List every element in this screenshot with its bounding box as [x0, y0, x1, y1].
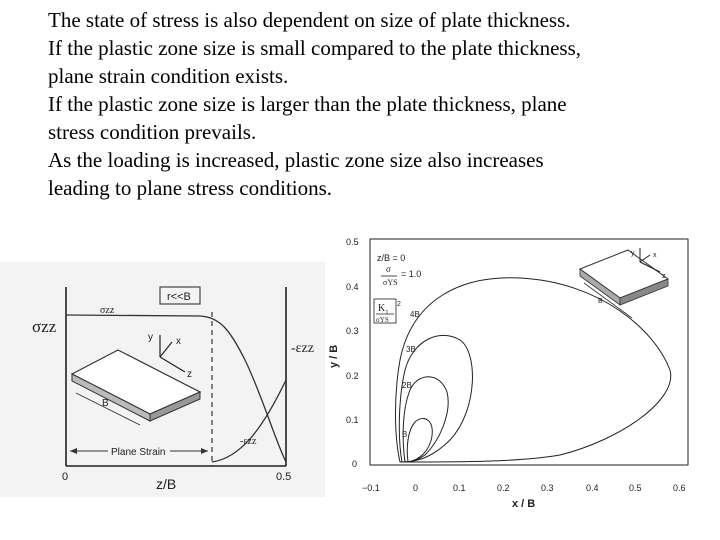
text-line-7: leading to plane stress conditions. — [48, 176, 333, 200]
contour-label: 3B — [406, 345, 416, 354]
legend-yield-stress: σYS — [383, 278, 398, 287]
plate-z-label: z — [187, 369, 192, 380]
contour-label: 2B — [402, 381, 412, 390]
x-tick: 0.5 — [629, 483, 642, 493]
inset-x-label: x — [653, 252, 657, 259]
inset-x-axis — [640, 255, 650, 262]
stress-axis-label: σzz — [32, 317, 57, 336]
legend-z-position: z/B = 0 — [377, 253, 406, 263]
contour-4b — [395, 278, 670, 462]
legend-ratio-value: = 1.0 — [401, 269, 422, 279]
x-tick: 0.4 — [586, 483, 599, 493]
y-tick: 0.4 — [346, 282, 359, 292]
x-axis-label: x / B — [512, 498, 536, 510]
y-axis-ticks — [346, 237, 359, 469]
x-tick: 0.3 — [541, 483, 554, 493]
inset-thickness-label: B — [598, 298, 603, 305]
strain-axis-label: -εzz — [291, 341, 314, 356]
contour-label: B — [402, 430, 408, 439]
y-tick: 0.1 — [346, 415, 359, 425]
legend-k-subscript: I — [386, 310, 388, 316]
plate-y-label: y — [148, 332, 153, 343]
x-axis-label: z/B — [156, 476, 177, 492]
contour-3b — [399, 335, 472, 462]
x-tick: −0.1 — [362, 483, 380, 493]
text-line-3: plane strain condition exists. — [48, 64, 289, 88]
legend-sigma: σ — [386, 264, 391, 274]
y-tick: 0.3 — [346, 326, 359, 336]
x-tick: 0.1 — [453, 483, 466, 493]
inset-y-label: y — [631, 250, 635, 257]
text-line-1: The state of stress is also dependent on size of plate thickness. — [48, 8, 571, 32]
legend-k-ys: σYS — [376, 316, 389, 324]
y-tick: 0 — [352, 459, 358, 469]
stress-curve-label: σzz — [100, 305, 115, 316]
text-line-2: If the plastic zone size is small compared to the plate thickness, — [48, 36, 581, 60]
plate-thickness-label: B — [102, 398, 109, 409]
legend-k: K — [378, 303, 386, 314]
x-tick: 0.6 — [673, 483, 686, 493]
size-condition-label: r<<B — [167, 291, 191, 303]
contour-label: 4B — [410, 310, 420, 319]
strain-curve-label: -εzz — [240, 436, 257, 447]
inset-z-label: z — [662, 273, 666, 280]
x-tick: 0 — [413, 483, 419, 493]
text-line-6: As the loading is increased, plastic zone size also increases — [48, 148, 544, 172]
plate-x-label: x — [176, 336, 181, 347]
x-tick-zero: 0 — [62, 471, 69, 483]
y-axis-label: y / B — [328, 344, 340, 368]
plane-strain-label: Plane Strain — [111, 447, 166, 458]
plastic-zone-contours — [395, 278, 670, 462]
plate-inset — [580, 248, 668, 318]
y-tick: 0.5 — [346, 237, 359, 247]
x-tick: 0.2 — [497, 483, 510, 493]
x-tick-half: 0.5 — [276, 471, 292, 483]
x-axis-ticks — [362, 483, 686, 493]
legend-k-square: 2 — [397, 301, 401, 308]
text-line-4: If the plastic zone size is larger than the plate thickness, plane — [48, 92, 567, 116]
text-line-5: stress condition prevails. — [48, 120, 257, 144]
y-tick: 0.2 — [346, 371, 359, 381]
